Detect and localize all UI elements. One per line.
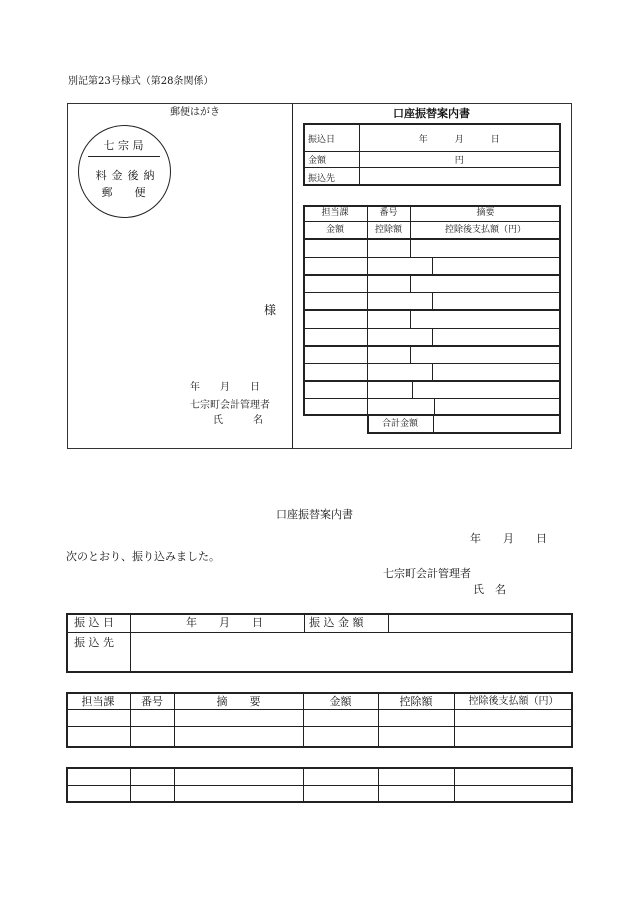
summary-label: 金額 [304,152,359,168]
detail-header: 番号 [379,208,398,218]
table-rule [303,274,561,276]
table-rule [432,257,433,274]
postcard-sender-name: 氏 名 [213,415,263,426]
summary-label: 振込日 [304,124,359,152]
summary-label: 振込先 [304,168,359,186]
postcard-date: 年 月 日 [190,382,260,393]
table-rule [410,276,411,292]
table-rule [433,414,434,434]
detail-col-header: 控除後支払額（円） [468,696,559,707]
detail-col-header: 番号 [141,695,163,708]
lower-message: 次のとおり、振り込みました。 [66,550,220,563]
table-rule [454,767,455,803]
stamp-office: 七 宗 局 [103,139,144,152]
table-rule [66,726,573,727]
transfer-amount-label: 振 込 金 額 [309,616,364,629]
detail-header: 控除額 [374,225,402,235]
table-rule [130,613,131,673]
lower-date: 年 月 日 [470,532,547,545]
lower-title: 口座振替案内書 [276,508,353,521]
postcard-sender-title: 七宗町会計管理者 [190,400,270,411]
table-rule [303,398,561,399]
table-rule [410,347,411,363]
table-rule [303,309,561,311]
payee-label: 振 込 先 [74,636,114,649]
postcard-label: 郵便はがき [170,107,220,118]
table-rule [174,767,175,803]
table-rule [412,382,413,398]
table-rule [303,238,561,240]
stamp-line-2: 郵 便 [101,186,146,199]
table-rule [130,767,131,803]
detail-col-header: 担当課 [81,695,115,708]
transfer-date-value: 年 月 日 [186,616,263,629]
table-rule [388,613,389,632]
table-rule [410,240,411,257]
stamp-line-1: 料金後納 [95,169,160,182]
summary-value [359,168,560,186]
detail-header: 金額 [325,225,344,235]
table-rule [432,328,433,345]
notice-card-summary [303,123,561,186]
postcard-divider [292,103,293,449]
summary-value: 円 [359,152,560,168]
honorific: 様 [264,303,277,317]
table-rule [432,292,433,309]
table-rule [303,221,561,222]
transfer-date-label: 振 込 日 [74,616,114,629]
table-rule [410,311,411,328]
lower-sender-name: 氏 名 [473,583,506,596]
summary-value: 年 月 日 [359,124,560,152]
table-rule [378,767,379,803]
table-rule [303,345,561,347]
table-rule [66,785,573,786]
notice-card-title: 口座振替案内書 [393,107,470,120]
detail-col-header: 金額 [329,695,352,708]
lower-sender-title: 七宗町会計管理者 [383,567,471,580]
table-rule [66,632,573,633]
table-rule [432,363,433,380]
detail-header: 控除後支払額（円） [444,225,526,235]
table-rule [304,613,305,632]
form-caption: 別記第23号様式（第28条関係） [68,76,214,87]
detail-header: 担当課 [321,208,349,218]
total-label: 合計金額 [381,419,418,429]
detail-col-header: 摘 要 [216,695,261,708]
table-rule [66,709,573,710]
table-rule [303,380,561,382]
detail-header: 摘要 [476,208,495,218]
table-rule [303,767,304,803]
stamp-rule [88,156,160,157]
detail-col-header: 控除額 [399,695,433,708]
